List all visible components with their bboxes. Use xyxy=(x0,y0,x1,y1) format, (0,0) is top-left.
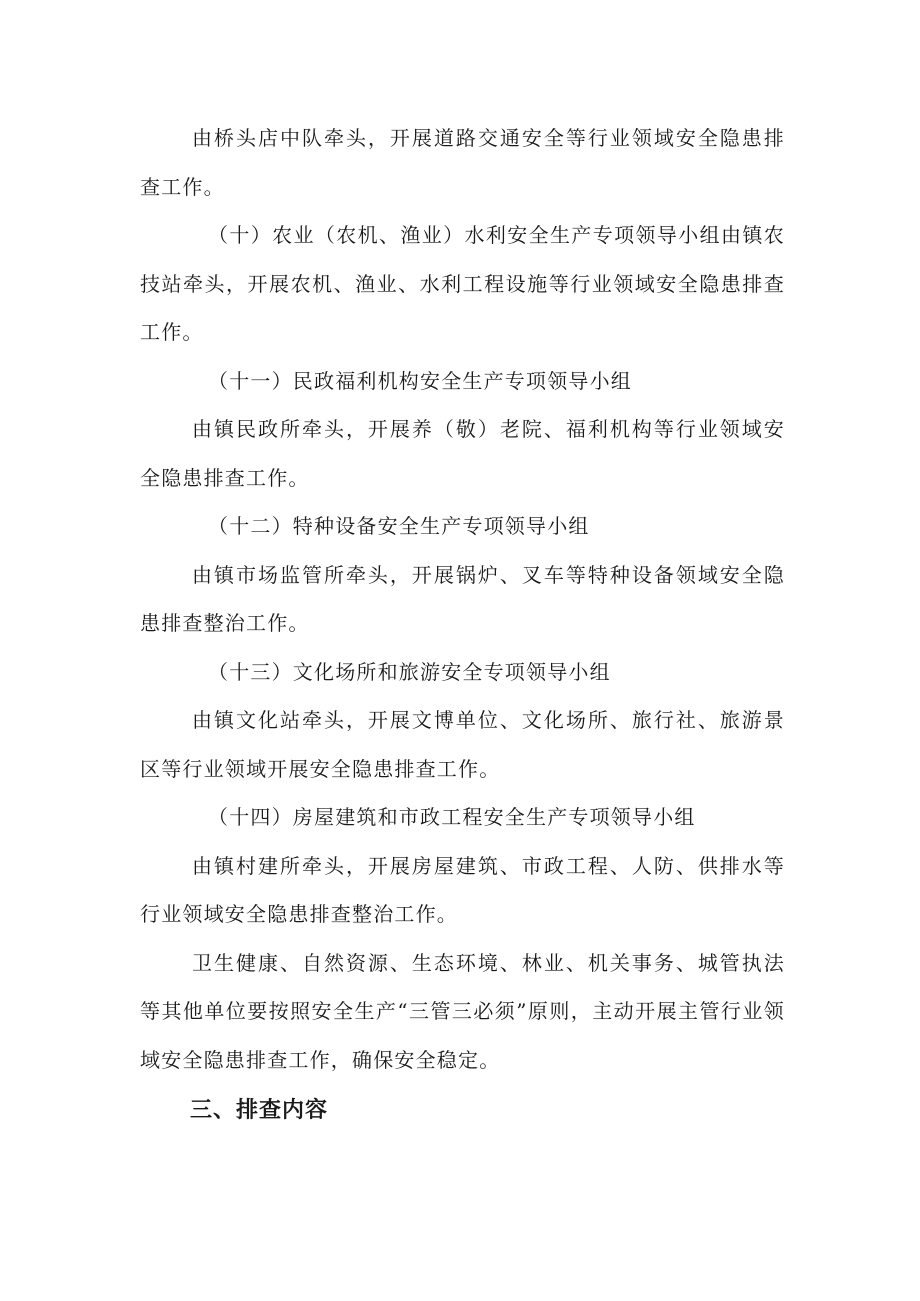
paragraph-construction: 由镇村建所牵头，开展房屋建筑、市政工程、人防、供排水等行业领域安全隐患排查整治工作。 xyxy=(140,853,785,926)
heading-construction-group: （十四）房屋建筑和市政工程安全生产专项领导小组 xyxy=(208,805,696,829)
paragraph-culture-tourism: 由镇文化站牵头，开展文博单位、文化场所、旅行社、旅游景区等行业领域开展安全隐患排查工作。 xyxy=(140,708,785,781)
heading-civil-affairs-group: （十一）民政福利机构安全生产专项领导小组 xyxy=(208,368,632,393)
paragraph-traffic-safety: 由桥头店中队牵头，开展道路交通安全等行业领域安全隐患排查工作。 xyxy=(140,126,785,199)
section-title: 三、排查内容 xyxy=(190,1098,329,1123)
paragraph-civil-affairs: 由镇民政所牵头，开展养（敬）老院、福利机构等行业领域安全隐患排查工作。 xyxy=(140,417,785,490)
paragraph-special-equipment: 由镇市场监管所牵头，开展锅炉、叉车等特种设备领域安全隐患排查整治工作。 xyxy=(140,562,785,635)
paragraph-agriculture-group: （十）农业（农机、渔业）水利安全生产专项领导小组由镇农技站牵头，开展农机、渔业、水利工程设施等行业领域安全隐患排查工作。 xyxy=(140,223,785,344)
heading-culture-tourism-group: （十三）文化场所和旅游安全专项领导小组 xyxy=(208,659,611,684)
document-body xyxy=(140,114,785,1136)
heading-special-equipment-group: （十二）特种设备安全生产专项领导小组 xyxy=(208,514,590,538)
paragraph-other-units: 卫生健康、自然资源、生态环境、林业、机关事务、城管执法等其他单位要按照安全生产“三管三必须”原则，主动开展主管行业领域安全隐患排查工作，确保安全稳定。 xyxy=(140,950,785,1072)
